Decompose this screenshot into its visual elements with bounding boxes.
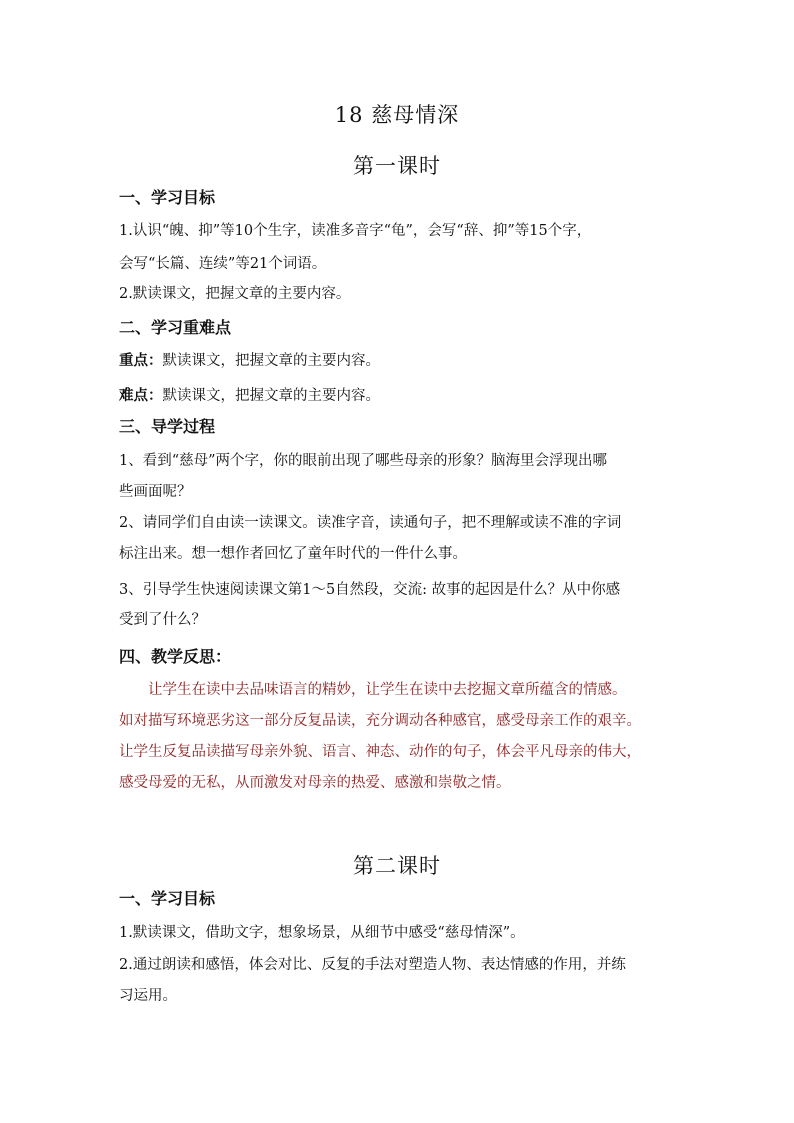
lesson1-objective-line-1: 1.认识“魄、抑”等10个生字，读准多音字“龟”，会写“辞、抑”等15个字， [119, 223, 592, 239]
difficulty-text: 默读课文，把握文章的主要内容。 [162, 388, 380, 404]
lesson1-key-point [119, 346, 685, 376]
lesson1-difficulty [119, 381, 685, 411]
lesson1-objective-line-3: 2.默读课文，把握文章的主要内容。 [119, 286, 351, 302]
lesson2-objective-line-1: 1.默读课文，借助文字，想象场景，从细节中感受“慈母情深”。 [119, 925, 525, 941]
process-q3-line-1: 3、引导学生快速阅读课文第1～5自然段，交流: 故事的起因是什么？从中你感 [119, 582, 621, 598]
key-point-text: 默读课文，把握文章的主要内容。 [162, 353, 380, 369]
process-q3-line-2: 受到了什么？ [119, 612, 206, 628]
key-point-label: 重点： [119, 353, 163, 369]
reflection-line-2: 如对描写环境恶劣这一部分反复品读，充分调动各种感官，感受母亲工作的艰辛。 [119, 713, 641, 729]
difficulty-label: 难点： [119, 388, 163, 404]
lesson2-heading: 第二课时 [353, 854, 441, 878]
lesson1-section-key-points: 二、学习重难点 [119, 318, 232, 337]
lesson1-objective-line-2: 会写“长篇、连续”等21个词语。 [119, 256, 327, 272]
lesson1-heading: 第一课时 [353, 154, 441, 178]
process-q1-line-2: 些画面呢？ [119, 484, 192, 500]
lesson1-section-process: 三、导学过程 [119, 417, 216, 436]
lesson1-section-reflection: 四、教学反思： [119, 647, 232, 666]
process-q2-line-2: 标注出来。想一想作者回忆了童年时代的一件什么事。 [119, 546, 467, 562]
reflection-line-4: 感受母爱的无私，从而激发对母亲的热爱、感激和崇敬之情。 [119, 775, 511, 791]
lesson1-section-objectives: 一、学习目标 [119, 188, 216, 207]
process-q1-line-1: 1、看到“慈母”两个字，你的眼前出现了哪些母亲的形象？脑海里会浮现出哪 [119, 453, 608, 469]
document-title: 18 慈母情深 [334, 103, 460, 127]
lesson2-objective-line-2: 2.通过朗读和感悟，体会对比、反复的手法对塑造人物、表达情感的作用，并练 [119, 957, 626, 973]
lesson2-section-objectives: 一、学习目标 [119, 889, 216, 908]
reflection-line-1: 让学生在读中去品味语言的精妙，让学生在读中去挖掘文章所蕴含的情感。 [148, 682, 627, 698]
reflection-line-3: 让学生反复品读描写母亲外貌、语言、神态、动作的句子，体会平凡母亲的伟大， [119, 744, 641, 760]
lesson2-objective-line-3: 习运用。 [119, 988, 177, 1004]
process-q2-line-1: 2、请同学们自由读一读课文。读准字音，读通句子，把不理解或读不准的字词 [119, 515, 622, 531]
